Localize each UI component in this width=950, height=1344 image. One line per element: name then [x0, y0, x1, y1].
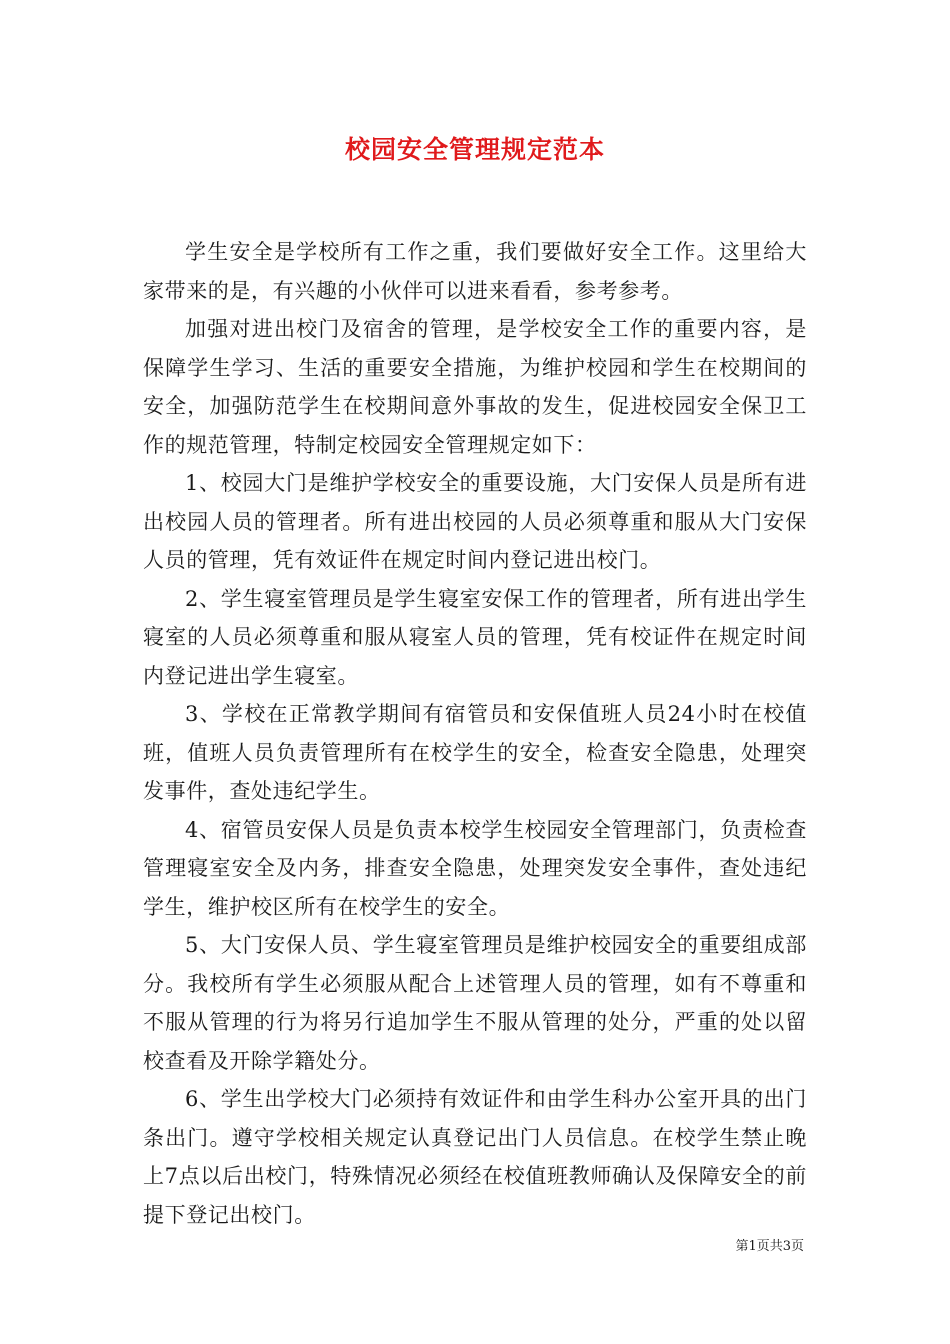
- document-title: 校园安全管理规定范本: [344, 135, 605, 164]
- rule-2-paragraph: 2、学生寝室管理员是学生寝室安保工作的管理者，所有进出学生寝室的人员必须尊重和服从寝室人员的管理，凭有校证件在规定时间内登记进出学生寝室。: [143, 586, 807, 688]
- preamble-paragraph: 加强对进出校门及宿舍的管理，是学校安全工作的重要内容，是保障学生学习、生活的重要安全措施，为维护校园和学生在校期间的安全，加强防范学生在校期间意外事故的发生，促进校园安全保卫工作的规范管理，特制定校园安全管理规定如下：: [143, 317, 807, 457]
- rule-4-paragraph: 4、宿管员安保人员是负责本校学生校园安全管理部门，负责检查管理寝室安全及内务，排查安全隐患，处理突发安全事件，查处违纪学生，维护校区所有在校学生的安全。: [143, 817, 807, 919]
- rule-3-paragraph: 3、学校在正常教学期间有宿管员和安保值班人员24小时在校值班，值班人员负责管理所有在校学生的安全，检查安全隐患，处理突发事件，查处违纪学生。: [143, 702, 807, 803]
- rule-1-paragraph: 1、校园大门是维护学校安全的重要设施，大门安保人员是所有进出校园人员的管理者。所有进出校园的人员必须尊重和服从大门安保人员的管理，凭有效证件在规定时间内登记进出校门。: [143, 471, 807, 572]
- rule-6-paragraph: 6、学生出学校大门必须持有效证件和由学生科办公室开具的出门条出门。遵守学校相关规定认真登记出门人员信息。在校学生禁止晚上7点以后出校门，特殊情况必须经在校值班教师确认及保障安全的前提下登记出校门。: [143, 1087, 807, 1227]
- intro-paragraph: 学生安全是学校所有工作之重，我们要做好安全工作。这里给大家带来的是，有兴趣的小伙伴可以进来看看，参考参考。: [143, 240, 807, 303]
- rule-5-paragraph: 5、大门安保人员、学生寝室管理员是维护校园安全的重要组成部分。我校所有学生必须服从配合上述管理人员的管理，如有不尊重和不服从管理的行为将另行追加学生不服从管理的处分，严重的处以留校查看及开除学籍处分。: [143, 933, 807, 1073]
- document-body: [143, 233, 807, 1234]
- page-number-footer: 第1页共3页: [735, 1239, 804, 1254]
